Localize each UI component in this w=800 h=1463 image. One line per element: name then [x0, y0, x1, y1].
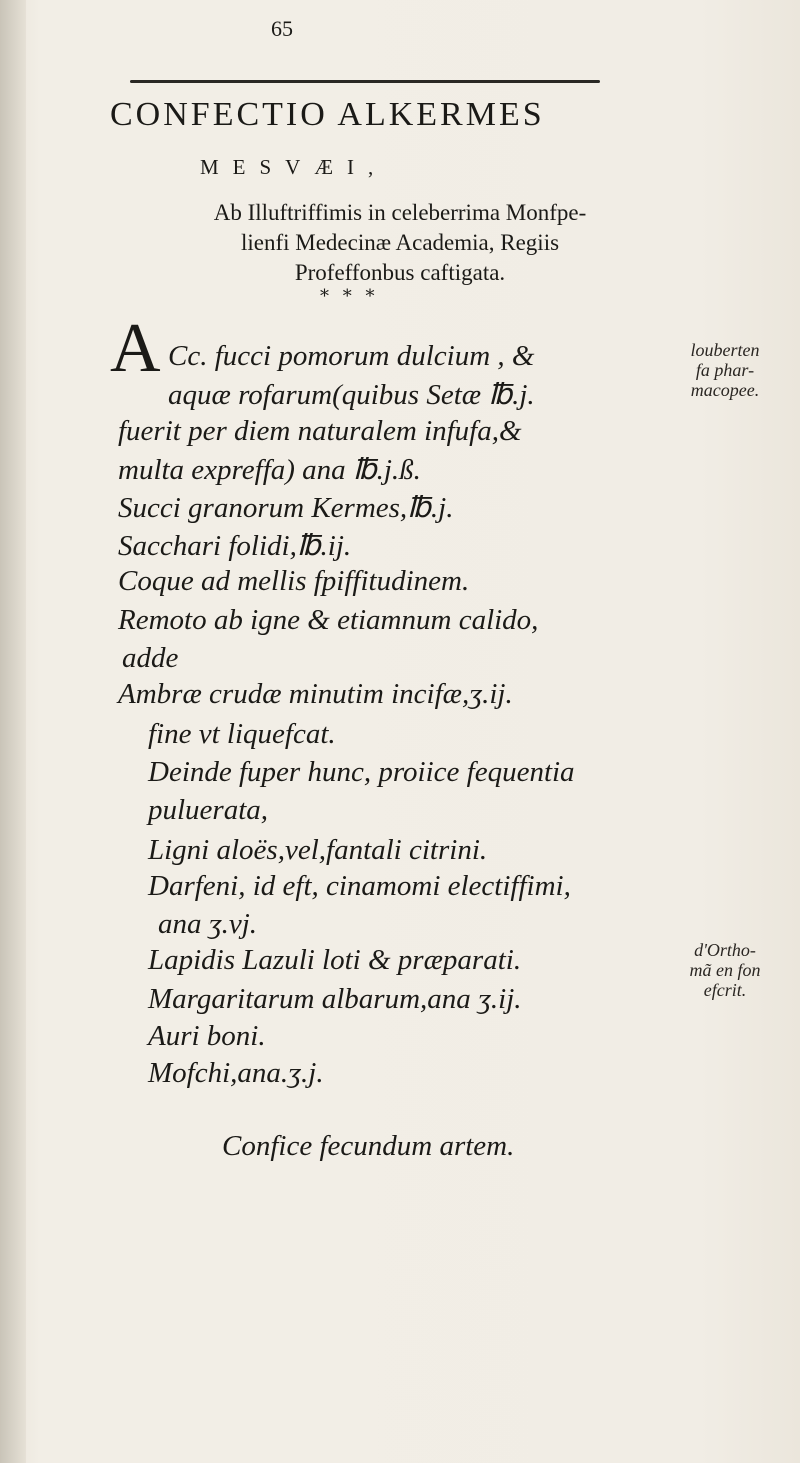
header-rule [130, 80, 600, 83]
recipe-line: Ligni aloës,vel,fantali citrini. [148, 834, 488, 866]
page-number: 65 [271, 16, 293, 41]
ornament-stars: * * * [320, 286, 379, 307]
intro-paragraph [150, 198, 650, 288]
recipe-line: aquæ rofarum(quibus Setæ ℔.j. [168, 379, 535, 411]
recipe-line: adde [122, 642, 179, 674]
recipe-line: Remoto ab igne & etiamnum calido, [118, 604, 539, 636]
recipe-line: Coque ad mellis fpiffitudinem. [118, 565, 470, 597]
margin-note-line: efcrit. [703, 980, 747, 1000]
recipe-line: ana ʒ.vj. [158, 908, 258, 940]
recipe-line: Ambræ crudæ minutim incifæ,ʒ.ij. [118, 678, 513, 710]
recipe-line: Cc. fucci pomorum dulcium , & [168, 340, 535, 372]
recipe-line: fuerit per diem naturalem infufa,& [118, 415, 522, 447]
margin-note-line: fa phar- [695, 360, 755, 380]
recipe-line: puluerata, [148, 794, 269, 826]
drop-cap: A [110, 310, 161, 387]
intro-line: Profeffonbus caftigata. [294, 260, 506, 285]
recipe-line: Succi granorum Kermes,℔.j. [118, 492, 454, 524]
margin-note-line: louberten [690, 340, 760, 360]
recipe-line: Confice fecundum artem. [222, 1130, 515, 1162]
margin-note-top [655, 340, 795, 400]
recipe-line: fine vt liquefcat. [148, 718, 336, 750]
page-gutter [0, 0, 26, 1463]
recipe-line: Sacchari folidi,℔.ij. [118, 530, 352, 562]
recipe-line: Margaritarum albarum,ana ʒ.ij. [148, 983, 522, 1015]
recipe-line: Auri boni. [148, 1020, 266, 1052]
margin-note-line: d'Ortho- [694, 940, 756, 960]
recipe-line: Darfeni, id eft, cinamomi electiffimi, [148, 870, 571, 902]
recipe-line: Deinde fuper hunc, proiice fequentia [148, 756, 575, 788]
margin-note-bottom [660, 940, 790, 1000]
margin-note-line: mã en fon [689, 960, 761, 980]
recipe-line: multa expreffa) ana ℔.j.ß. [118, 454, 421, 486]
page-title: CONFECTIO ALKERMES [110, 96, 545, 133]
margin-note-line: macopee. [690, 380, 760, 400]
intro-line: lienfi Medecinæ Academia, Regiis [240, 230, 560, 255]
intro-line: Ab Illuftriffimis in celeberrima Monfpe- [213, 200, 587, 225]
page-subtitle: MESVÆI, [200, 155, 388, 179]
recipe-line: Mofchi,ana.ʒ.j. [148, 1057, 324, 1089]
recipe-line: Lapidis Lazuli loti & præparati. [148, 944, 522, 976]
